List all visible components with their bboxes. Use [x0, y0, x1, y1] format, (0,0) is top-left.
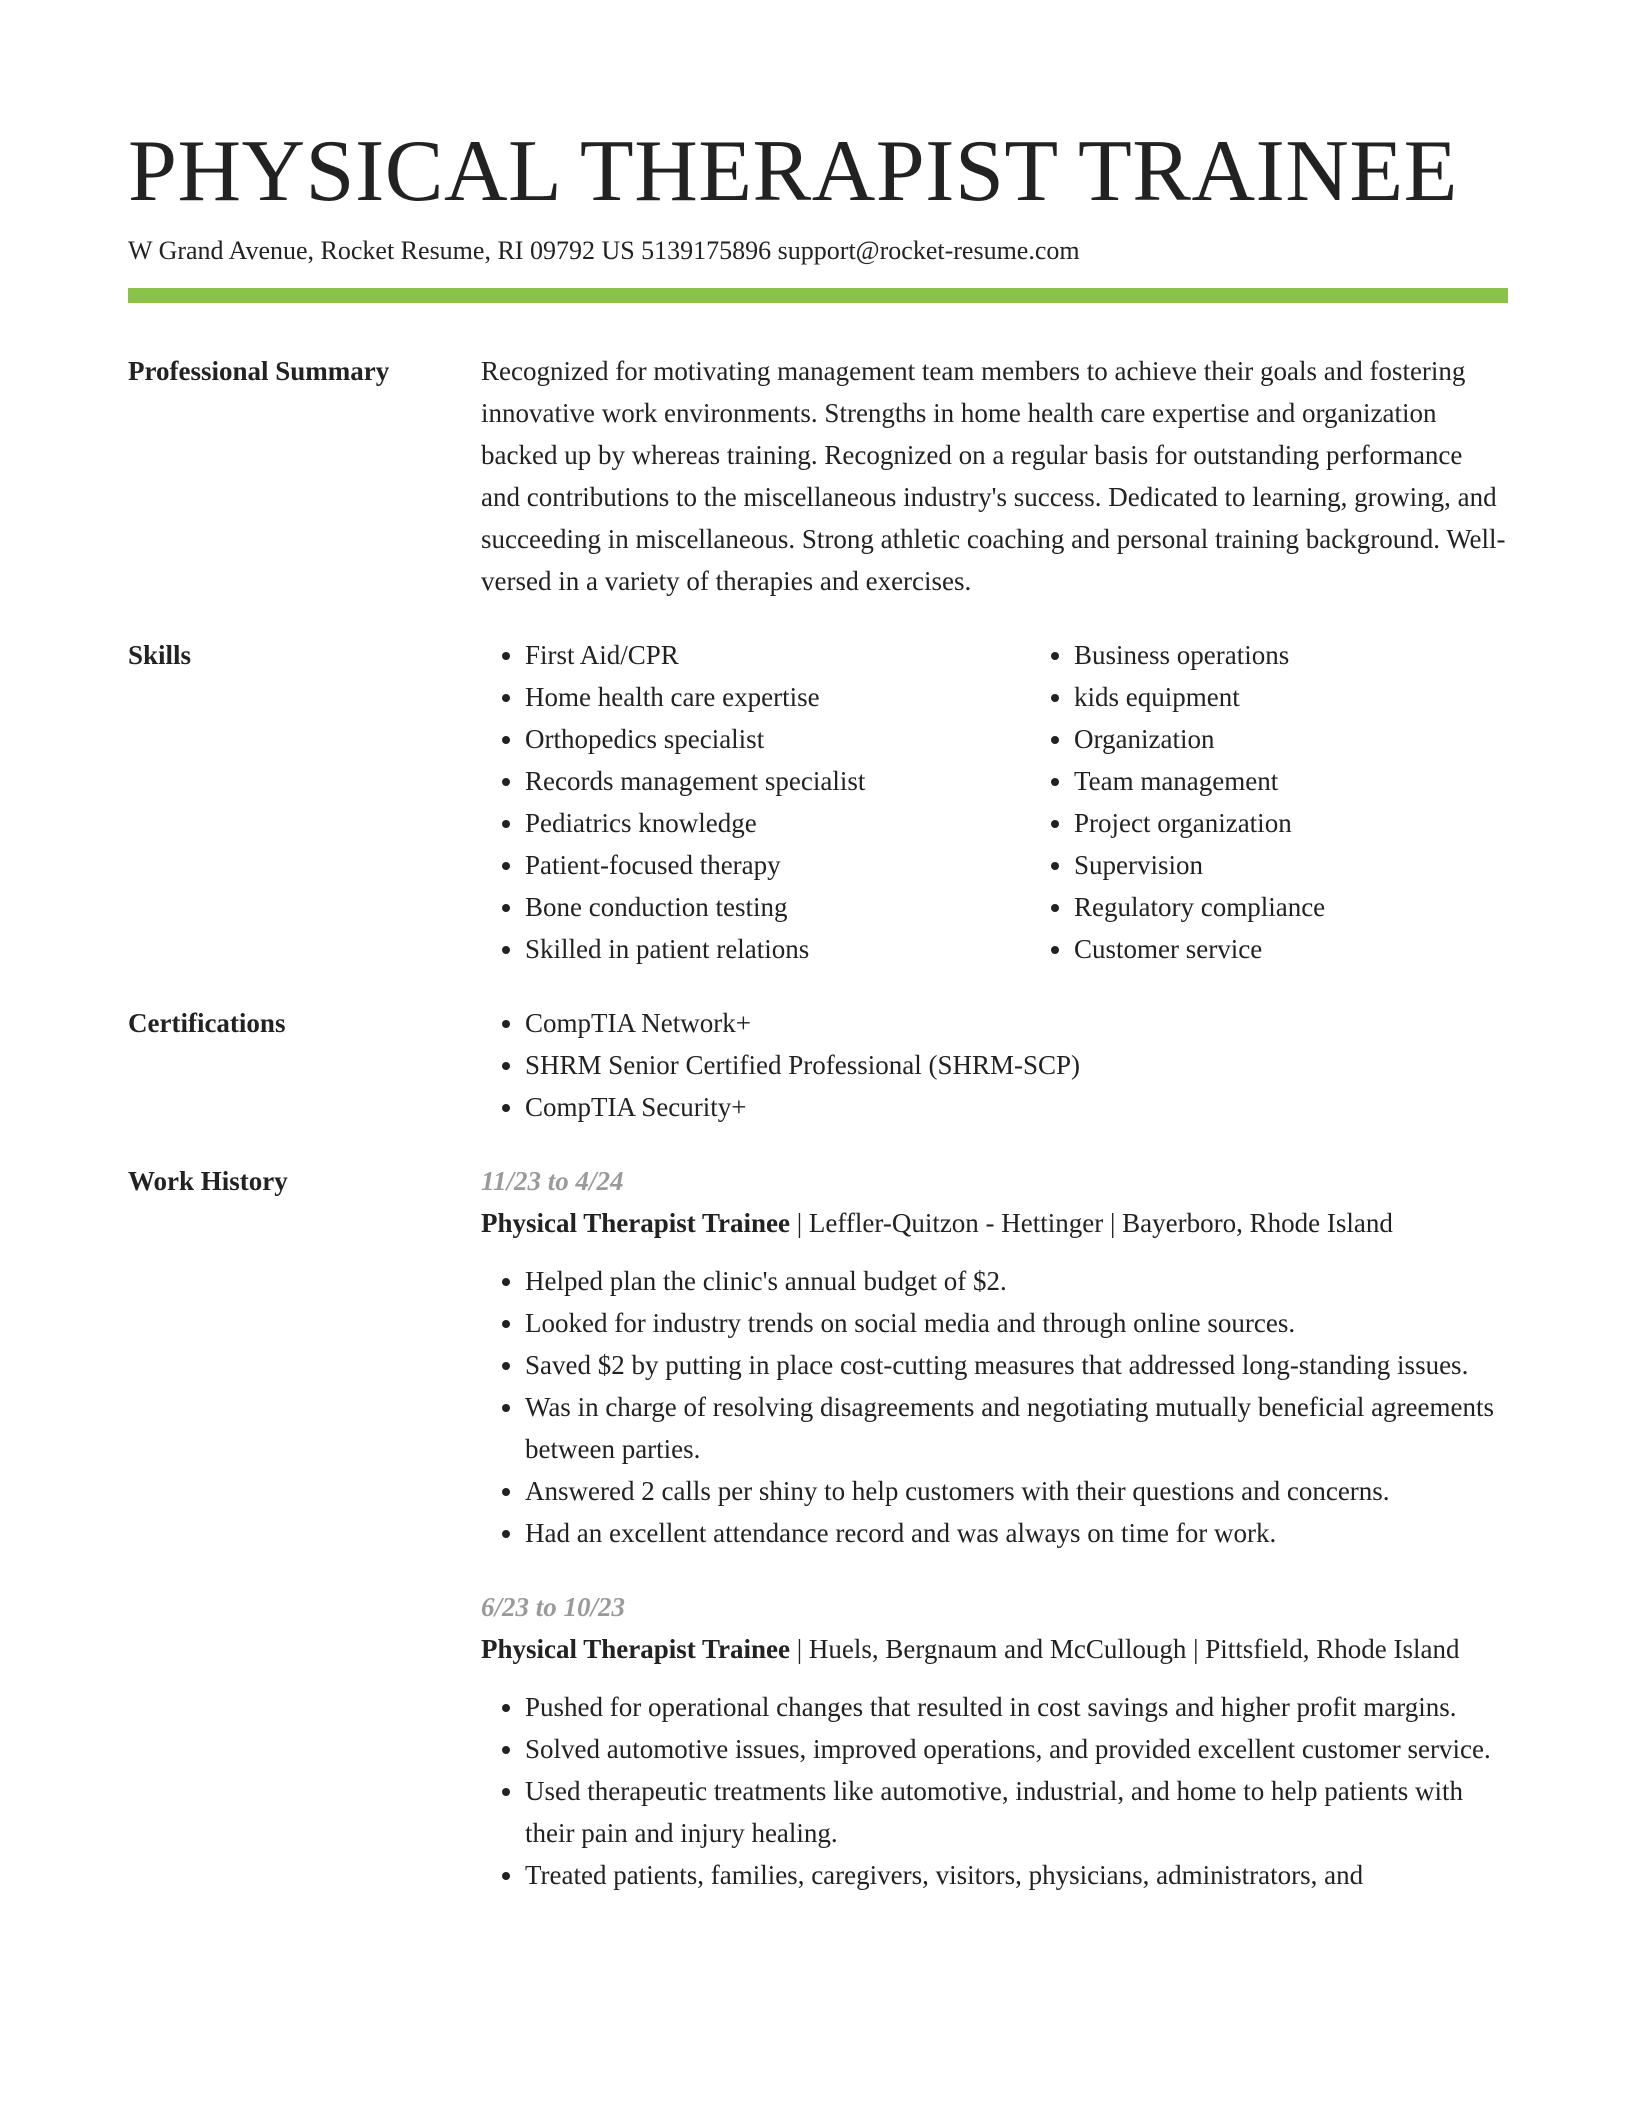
skill-item: • Skilled in patient relations: [525, 928, 1030, 970]
section-label-work-history: Work History: [128, 1166, 288, 1196]
job-employer-location: | Leffler-Quitzon - Hettinger | Bayerboro, Rhode Island: [790, 1208, 1393, 1238]
summary-section: [128, 350, 1508, 602]
resume-page: [128, 120, 1508, 1896]
job-bullet: • Saved $2 by putting in place cost-cutting measures that addressed long-standing issues.: [525, 1344, 1508, 1386]
section-label-summary: Professional Summary: [128, 356, 390, 386]
job-bullets: [481, 1260, 1508, 1554]
job-bullet: • Used therapeutic treatments like automotive, industrial, and home to help patients with their pain and injury healing.: [525, 1770, 1508, 1854]
skills-columns: [481, 634, 1579, 970]
certification-item: • CompTIA Network+: [525, 1002, 1508, 1044]
resume-title: PHYSICAL THERAPIST TRAINEE: [128, 123, 1458, 220]
job-bullet: • Treated patients, families, caregivers, visitors, physicians, administrators, and: [525, 1854, 1508, 1896]
certifications-body: [481, 1002, 1508, 1128]
work-history-body: [481, 1160, 1508, 1896]
summary-text: Recognized for motivating management team members to achieve their goals and fostering innovative work environments. Strengths in home health care expertise and organization backed up by whereas training. Recognized on a regular basis for outstanding performance and contributions to the miscellaneous industry's success. Dedicated to learning, growing, and succeeding in miscellaneous. Strong athletic coaching and personal training background. Well-versed in a variety of therapies and exercises.: [481, 356, 1506, 596]
contact-line: W Grand Avenue, Rocket Resume, RI 09792 US 5139175896 support@rocket-resume.com: [128, 236, 1080, 265]
job-bullet: • Had an excellent attendance record and was always on time for work.: [525, 1512, 1508, 1554]
skills-list-left: [481, 634, 1030, 970]
certifications-list: [481, 1002, 1508, 1128]
work-history-section: [128, 1160, 1508, 1896]
job-bullet: • Pushed for operational changes that resulted in cost savings and higher profit margins.: [525, 1686, 1508, 1728]
job-bullet: • Solved automotive issues, improved operations, and provided excellent customer service.: [525, 1728, 1508, 1770]
skill-item: • Customer service: [1074, 928, 1579, 970]
skills-list-right: [1030, 634, 1579, 970]
certification-item: • SHRM Senior Certified Professional (SHRM-SCP): [525, 1044, 1508, 1086]
job-title: Physical Therapist Trainee: [481, 1208, 791, 1238]
skill-item: • Business operations: [1074, 634, 1579, 676]
job-bullet: • Helped plan the clinic's annual budget of $2.: [525, 1260, 1508, 1302]
accent-divider: [128, 288, 1508, 303]
skill-item: • Regulatory compliance: [1074, 886, 1579, 928]
skills-section: [128, 634, 1508, 970]
job-heading: [481, 1628, 1508, 1670]
skill-item: • Home health care expertise: [525, 676, 1030, 718]
job-dates: 11/23 to 4/24: [481, 1166, 624, 1196]
job-title: Physical Therapist Trainee: [481, 1634, 791, 1664]
job-heading: [481, 1202, 1508, 1244]
job-dates: 6/23 to 10/23: [481, 1592, 626, 1622]
skill-item: • First Aid/CPR: [525, 634, 1030, 676]
job-bullets: [481, 1686, 1508, 1896]
skill-item: • Bone conduction testing: [525, 886, 1030, 928]
job-bullet: • Looked for industry trends on social media and through online sources.: [525, 1302, 1508, 1344]
skill-item: • Orthopedics specialist: [525, 718, 1030, 760]
job-entry: [481, 1586, 1508, 1896]
certification-item: • CompTIA Security+: [525, 1086, 1508, 1128]
skill-item: • Records management specialist: [525, 760, 1030, 802]
certifications-section: [128, 1002, 1508, 1128]
section-label-skills: Skills: [128, 640, 192, 670]
skill-item: • Team management: [1074, 760, 1579, 802]
skill-item: • Patient-focused therapy: [525, 844, 1030, 886]
job-entry: [481, 1160, 1508, 1554]
job-bullet: • Was in charge of resolving disagreements and negotiating mutually beneficial agreements between parties.: [525, 1386, 1508, 1470]
section-label-certifications: Certifications: [128, 1008, 286, 1038]
skill-item: • kids equipment: [1074, 676, 1579, 718]
job-employer-location: | Huels, Bergnaum and McCullough | Pittsfield, Rhode Island: [790, 1634, 1460, 1664]
skill-item: • Supervision: [1074, 844, 1579, 886]
job-bullet: • Answered 2 calls per shiny to help customers with their questions and concerns.: [525, 1470, 1508, 1512]
skill-item: • Organization: [1074, 718, 1579, 760]
skill-item: • Pediatrics knowledge: [525, 802, 1030, 844]
skill-item: • Project organization: [1074, 802, 1579, 844]
